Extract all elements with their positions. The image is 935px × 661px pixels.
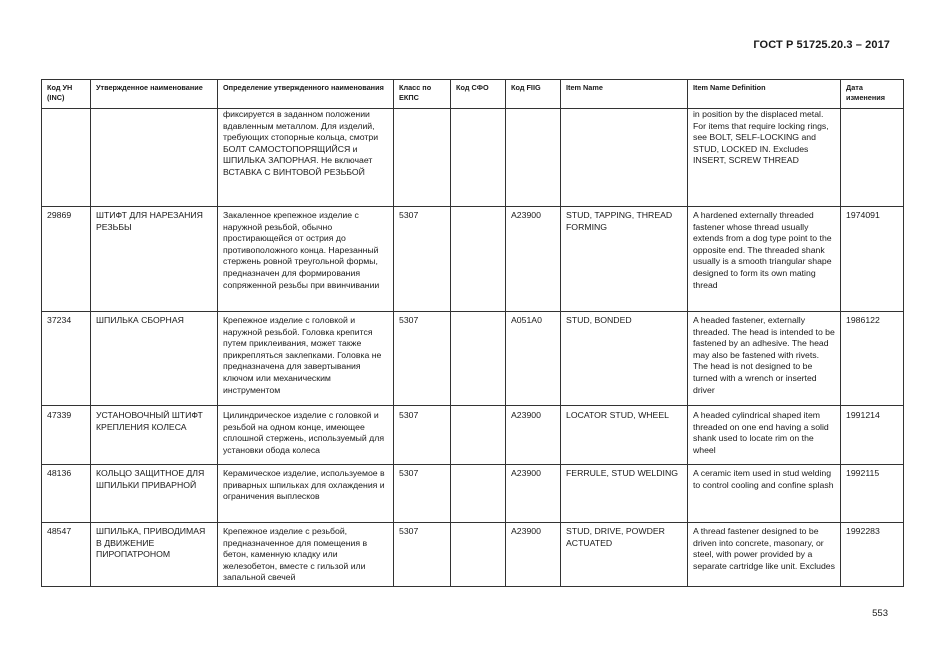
cell-item-name: LOCATOR STUD, WHEEL xyxy=(561,406,688,465)
table-row xyxy=(42,207,904,312)
cell-inc xyxy=(42,109,91,207)
cell-name-ru: УСТАНОВОЧНЫЙ ШТИФТ КРЕПЛЕНИЯ КОЛЕСА xyxy=(91,406,218,465)
cell-definition-ru: фиксируется в заданном положении вдавленным металлом. Для изделий, требующих стопорные кольца, смотри БОЛТ САМОСТОПОРЯЩИЙСЯ и ШПИЛЬКА ЗАПОРНАЯ. Не включает ВСТАВКА С ВИНТОВОЙ РЕЗЬБОЙ xyxy=(218,109,394,207)
cell-definition-en: A headed cylindrical shaped item threaded on one end having a solid shank used to locate rim on the wheel xyxy=(688,406,841,465)
table-row xyxy=(42,406,904,465)
cell-ekps xyxy=(394,109,451,207)
cell-inc: 29869 xyxy=(42,207,91,312)
cell-inc: 48547 xyxy=(42,523,91,587)
cell-date xyxy=(841,109,904,207)
header-item-name-definition: Item Name Definition xyxy=(688,80,841,109)
cell-item-name: STUD, TAPPING, THREAD FORMING xyxy=(561,207,688,312)
cell-name-ru xyxy=(91,109,218,207)
cell-ekps: 5307 xyxy=(394,207,451,312)
cell-ekps: 5307 xyxy=(394,523,451,587)
cell-inc: 37234 xyxy=(42,312,91,406)
cell-item-name xyxy=(561,109,688,207)
cell-definition-en: in position by the displaced metal. For items that require locking rings, see BOLT, SELF-LOCKING and STUD, LOCKED IN. Excludes INSERT, SCREW THREAD xyxy=(688,109,841,207)
cell-inc: 48136 xyxy=(42,465,91,523)
cell-sfo xyxy=(451,312,506,406)
cell-name-ru: ШТИФТ ДЛЯ НАРЕЗАНИЯ РЕЗЬБЫ xyxy=(91,207,218,312)
cell-definition-ru: Керамическое изделие, используемое в приварных шпильках для охлаждения и ограничения выплесков xyxy=(218,465,394,523)
cell-fiig xyxy=(506,109,561,207)
cell-ekps: 5307 xyxy=(394,406,451,465)
cell-name-ru: КОЛЬЦО ЗАЩИТНОЕ ДЛЯ ШПИЛЬКИ ПРИВАРНОЙ xyxy=(91,465,218,523)
table-header-row xyxy=(42,80,904,109)
cell-sfo xyxy=(451,207,506,312)
table-row xyxy=(42,312,904,406)
page-number: 553 xyxy=(872,608,888,619)
cell-name-ru: ШПИЛЬКА, ПРИВОДИМАЯ В ДВИЖЕНИЕ ПИРОПАТРОНОМ xyxy=(91,523,218,587)
cell-date: 1974091 xyxy=(841,207,904,312)
cell-ekps: 5307 xyxy=(394,465,451,523)
header-change-date: Дата изменения xyxy=(841,80,904,109)
header-inc: Код УН (INC) xyxy=(42,80,91,109)
cell-sfo xyxy=(451,406,506,465)
table-row xyxy=(42,109,904,207)
cell-fiig: A051A0 xyxy=(506,312,561,406)
cell-fiig: A23900 xyxy=(506,207,561,312)
header-approved-name: Утвержденное наименование xyxy=(91,80,218,109)
item-catalog-table xyxy=(41,79,904,587)
cell-item-name: STUD, DRIVE, POWDER ACTUATED xyxy=(561,523,688,587)
cell-item-name: FERRULE, STUD WELDING xyxy=(561,465,688,523)
cell-date: 1986122 xyxy=(841,312,904,406)
cell-sfo xyxy=(451,523,506,587)
cell-definition-en: A headed fastener, externally threaded. The head is intended to be fastened by an adhesive. The head may also be fastened with rivets. The head is not designed to be turned with a wrench or inserted driver xyxy=(688,312,841,406)
cell-definition-en: A hardened externally threaded fastener whose thread usually extends from a dog type point to the opposite end. The threaded shank usually is a smooth triangular shape designed to form its own mating thread xyxy=(688,207,841,312)
cell-definition-ru: Закаленное крепежное изделие с наружной резьбой, обычно простирающейся от острия до противоположного конца. Нарезанный стержень ровной треугольной формы, предназначен для формирования сопряженной резьбы при ввинчивании xyxy=(218,207,394,312)
cell-ekps: 5307 xyxy=(394,312,451,406)
cell-sfo xyxy=(451,109,506,207)
header-ekps-class: Класс по ЕКПС xyxy=(394,80,451,109)
cell-fiig: A23900 xyxy=(506,465,561,523)
cell-name-ru: ШПИЛЬКА СБОРНАЯ xyxy=(91,312,218,406)
cell-definition-en: A ceramic item used in stud welding to control cooling and confine splash xyxy=(688,465,841,523)
cell-fiig: A23900 xyxy=(506,523,561,587)
table-row xyxy=(42,465,904,523)
cell-inc: 47339 xyxy=(42,406,91,465)
table-row xyxy=(42,523,904,587)
header-fiig-code: Код FIIG xyxy=(506,80,561,109)
cell-definition-en: A thread fastener designed to be driven into concrete, masonary, or steel, with power provided by a separate cartridge like unit. Excludes xyxy=(688,523,841,587)
cell-item-name: STUD, BONDED xyxy=(561,312,688,406)
header-sfo-code: Код СФО xyxy=(451,80,506,109)
cell-fiig: A23900 xyxy=(506,406,561,465)
cell-definition-ru: Цилиндрическое изделие с головкой и резьбой на одном конце, имеющее сплошной стержень, используемый для установки обода колеса xyxy=(218,406,394,465)
header-item-name: Item Name xyxy=(561,80,688,109)
cell-date: 1991214 xyxy=(841,406,904,465)
header-approved-name-definition: Определение утвержденного наименования xyxy=(218,80,394,109)
cell-definition-ru: Крепежное изделие с головкой и наружной резьбой. Головка крепится путем приклеивания, может также прикрепляться заклепками. Головка не предназначена для завертывания ключом или механическим инструментом xyxy=(218,312,394,406)
cell-date: 1992283 xyxy=(841,523,904,587)
cell-definition-ru: Крепежное изделие с резьбой, предназначенное для помещения в бетон, каменную кладку или железобетон, вместе с гильзой или запальной свечей xyxy=(218,523,394,587)
document-standard-number: ГОСТ Р 51725.20.3 – 2017 xyxy=(753,39,890,51)
cell-date: 1992115 xyxy=(841,465,904,523)
cell-sfo xyxy=(451,465,506,523)
